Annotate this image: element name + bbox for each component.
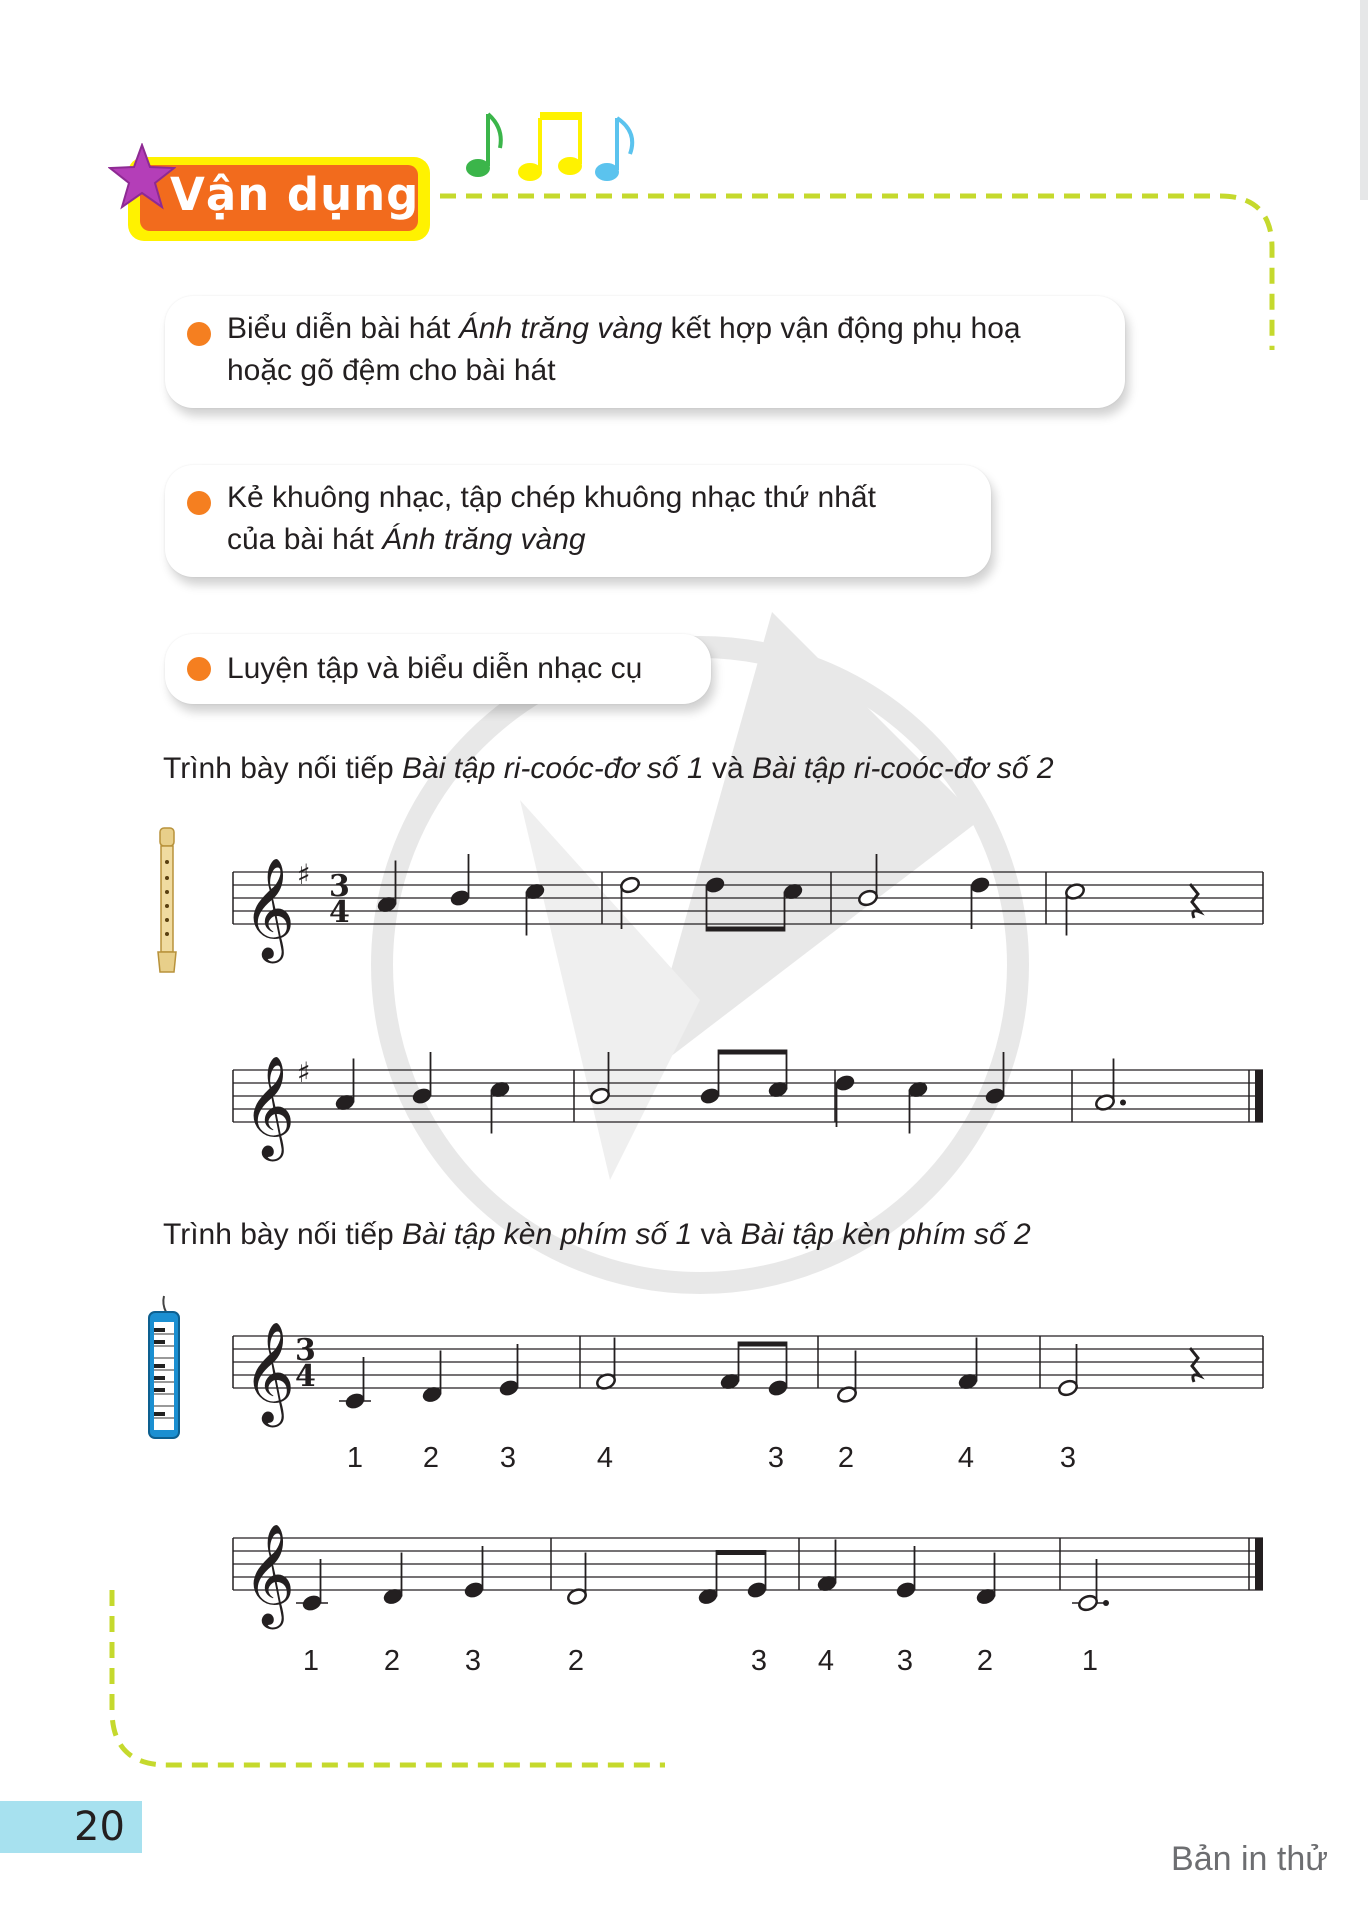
note-head — [895, 1581, 917, 1600]
fingering-number: 2 — [383, 1645, 401, 1677]
fingering-number: 3 — [896, 1645, 914, 1677]
fingering-number: 4 — [596, 1442, 614, 1474]
time-signature-bottom: 4 — [295, 1359, 316, 1394]
note-head — [746, 1581, 768, 1600]
activity-2-line2: của bài hát Ánh trăng vàng — [227, 523, 586, 556]
note-head — [411, 1087, 433, 1106]
fingering-number: 2 — [422, 1442, 440, 1474]
note-head — [969, 876, 991, 895]
fingering-number: 3 — [1059, 1442, 1077, 1474]
fingering-number: 1 — [346, 1442, 364, 1474]
fingering-number: 4 — [957, 1442, 975, 1474]
note-head — [1057, 1379, 1079, 1398]
section-title: Vận dụng — [170, 168, 420, 221]
page-number: 20 — [74, 1804, 125, 1850]
fingering-number: 4 — [817, 1645, 835, 1677]
note-head — [767, 1379, 789, 1398]
fingering-number: 1 — [1081, 1645, 1099, 1677]
final-bar-thick — [1255, 1538, 1263, 1590]
note-beam — [717, 1550, 766, 1555]
recorder-intro: Trình bày nối tiếp Bài tập ri-coóc-đơ số 1 và Bài tập ri-coóc-đơ số 2 — [163, 752, 1054, 785]
note-head — [1077, 1594, 1099, 1613]
treble-clef-icon: 𝄞 — [243, 1054, 296, 1157]
key-signature-sharp: ♯ — [297, 1056, 311, 1089]
footer-label: Bản in thử — [1171, 1840, 1328, 1878]
quarter-rest — [1190, 1348, 1200, 1382]
note-head — [344, 1392, 366, 1411]
activity-3-line1: Luyện tập và biểu diễn nhạc cụ — [227, 652, 643, 685]
time-signature-top: 3 — [329, 869, 350, 904]
activity-1-line1: Biểu diễn bài hát Ánh trăng vàng kết hợp vận động phụ hoạ — [227, 312, 1021, 345]
activity-1-line2: hoặc gõ đệm cho bài hát — [227, 354, 556, 387]
fingering-number: 2 — [976, 1645, 994, 1677]
note-head — [704, 876, 726, 895]
note-head — [834, 1074, 856, 1093]
note-head — [463, 1581, 485, 1600]
fingering-number: 3 — [499, 1442, 517, 1474]
treble-clef-icon: 𝄞 — [243, 1320, 296, 1423]
fingering-number: 2 — [837, 1442, 855, 1474]
note-beam — [707, 927, 785, 932]
note-head — [699, 1087, 721, 1106]
note-dot — [1103, 1600, 1109, 1606]
key-signature-sharp: ♯ — [297, 858, 311, 891]
fingering-number: 3 — [750, 1645, 768, 1677]
melodica-icon — [146, 1294, 182, 1440]
note-head — [449, 889, 471, 908]
final-bar-thick — [1255, 1070, 1263, 1122]
melodica-intro: Trình bày nối tiếp Bài tập kèn phím số 1 và Bài tập kèn phím số 2 — [163, 1218, 1031, 1251]
note-dot — [1120, 1100, 1126, 1106]
note-head — [589, 1087, 611, 1106]
note-beam — [739, 1342, 787, 1347]
note-head — [984, 1087, 1006, 1106]
note-head — [619, 876, 641, 895]
fingering-number: 3 — [464, 1645, 482, 1677]
fingering-number: 2 — [567, 1645, 585, 1677]
note-head — [301, 1594, 323, 1613]
time-signature-top: 3 — [295, 1333, 316, 1368]
treble-clef-icon: 𝄞 — [243, 1522, 296, 1625]
activity-2-line1: Kẻ khuông nhạc, tập chép khuông nhạc thứ nhất — [227, 481, 876, 514]
treble-clef-icon: 𝄞 — [243, 856, 296, 959]
quarter-rest — [1190, 884, 1200, 918]
note-head — [498, 1379, 520, 1398]
note-head — [857, 889, 879, 908]
fingering-number: 3 — [767, 1442, 785, 1474]
fingering-number: 1 — [302, 1645, 320, 1677]
note-beam — [719, 1050, 787, 1055]
time-signature-bottom: 4 — [329, 895, 350, 930]
